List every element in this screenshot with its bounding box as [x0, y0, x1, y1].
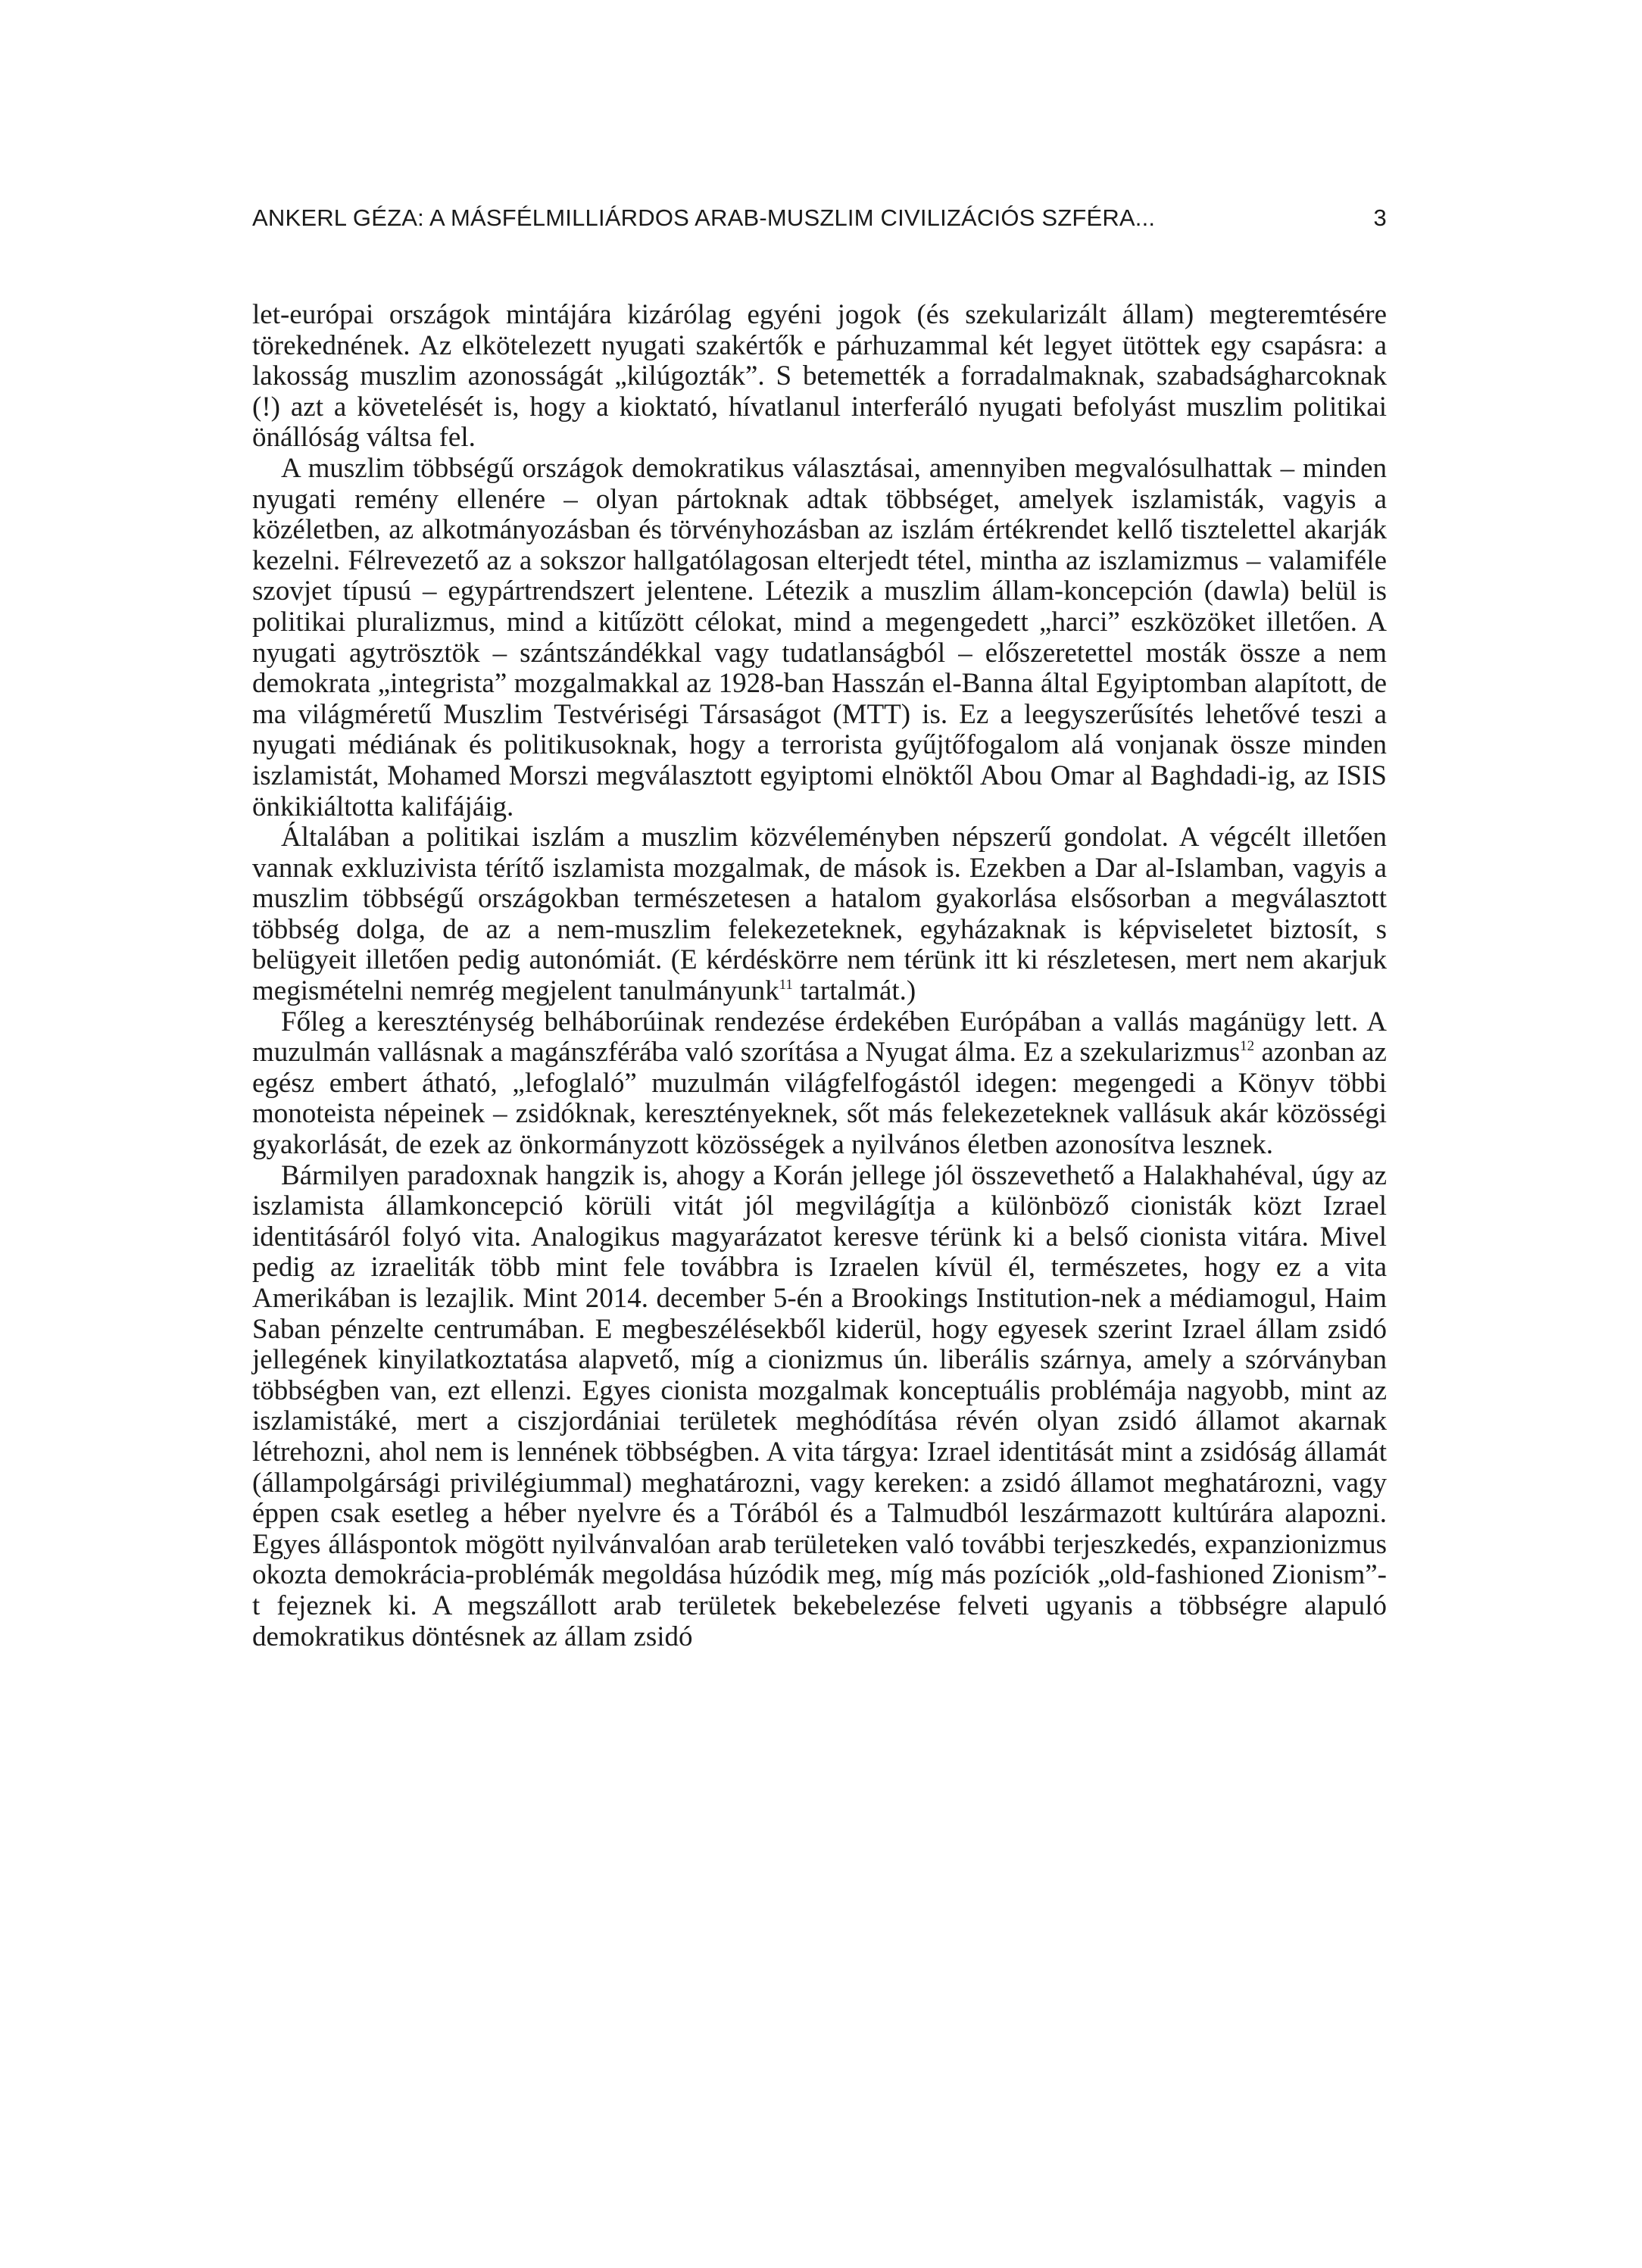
- paragraph-text: tartalmát.): [792, 975, 916, 1007]
- paragraph-continuation: let-európai országok mintájára kizárólag egyéni jogok (és szekularizált állam) megteremtésére törekednének. Az elkötelezett nyugati szakértők e párhuzammal két legyet ütöttek egy csapásra: a lakosság muszlim azonosságát „kilúgozták”. S betemették a forradalmaknak, szabadságharcoknak (!) azt a követelését is, hogy a kioktató, hívatlanul interferáló nyugati befolyást muszlim politikai önállóság váltsa fel.: [252, 299, 1387, 454]
- paragraph-text: azonban az egész embert átható, „lefoglaló” muzulmán világfelfogástól idegen: megengedi a Könyv többi monoteista népeinek – zsidóknak, keresztényeknek, sőt más felekezeteknek vallásuk akár közösségi gyakorlását, de ezek az önkormányzott közösségek a nyilvános életben azonosítva lesznek.: [252, 1037, 1387, 1161]
- paragraph-secularism: [252, 1007, 1387, 1161]
- body-text: [252, 300, 1387, 1652]
- paragraph-text: Főleg a kereszténység belháborúinak rendezése érdekében Európában a vallás magánügy lett. A muzulmán vallásnak a magánszférába való szorítása a Nyugat álma. Ez a szekularizmus: [252, 1006, 1387, 1068]
- running-title: ANKERL GÉZA: A MÁSFÉLMILLIÁRDOS ARAB-MUSZLIM CIVILIZÁCIÓS SZFÉRA...: [252, 204, 1156, 231]
- page-number: 3: [1373, 204, 1387, 231]
- paragraph-zionist-debate: Bármilyen paradoxnak hangzik is, ahogy a Korán jellege jól összevethető a Halakhahéval, úgy az iszlamista államkoncepció körüli vitát jól megvilágítja a különböző cionisták közt Izrael identitásáról folyó vita. Analogikus magyarázatot keresve térünk ki a belső cionista vitára. Mivel pedig az izraeliták több mint fele továbbra is Izraelen kívül él, természetes, hogy ez a vita Amerikában is lezajlik. Mint 2014. december 5-én a Brookings Institution-nek a médiamogul, Haim Saban pénzelte centrumában. E megbeszélésekből kiderül, hogy egyesek szerint Izrael állam zsidó jellegének kinyilatkoztatása alapvető, míg a cionizmus ún. liberális szárnya, amely a szórványban többségben van, ezt ellenzi. Egyes cionista mozgalmak konceptuális problémája nagyobb, mint az iszlamistáké, mert a ciszjordániai területek meghódítása révén olyan zsidó államot akarnak létrehozni, ahol nem is lennének többségben. A vita tárgya: Izrael identitását mint a zsidóság államát (állampolgársági privilégiummal) meghatározni, vagy kereken: a zsidó államot meghatározni, vagy éppen csak esetleg a héber nyelvre és a Tórából és a Talmudból leszármazott kultúrára alapozni. Egyes álláspontok mögött nyilvánvalóan arab területeken való további terjeszkedés, expanzionizmus okozta demokrácia-problémák megoldása húzódik meg, míg más pozíciók „old-fashioned Zionism”-t fejeznek ki. A megszállott arab területek bekebelezése felveti ugyanis a többségre alapuló demokratikus döntésnek az állam zsidó: [252, 1159, 1387, 1652]
- paragraph-elections: A muszlim többségű országok demokratikus választásai, amennyiben megvalósulhattak – minden nyugati remény ellenére – olyan pártoknak adtak többséget, amelyek iszlamisták, vagyis a közéletben, az alkotmányozásban és törvényhozásban az iszlám értékrendet kellő tisztelettel akarják kezelni. Félrevezető az a sokszor hallgatólagosan elterjedt tétel, mintha az iszlamizmus – valamiféle szovjet típusú – egypártrendszert jelentene. Létezik a muszlim állam-koncepción (dawla) belül is politikai pluralizmus, mind a kitűzött célokat, mind a megengedett „harci” eszközöket illetően. A nyugati agytrösztök – szántszándékkal vagy tudatlanságból – előszeretettel mosták össze a nem demokrata „integrista” mozgalmakkal az 1928-ban Hasszán el-Banna által Egyiptomban alapított, de ma világméretű Muszlim Testvériségi Társaságot (MTT) is. Ez a leegyszerűsítés lehetővé teszi a nyugati médiának és politikusoknak, hogy a terrorista gyűjtőfogalom alá vonjanak össze minden iszlamistát, Mohamed Morszi megválasztott egyiptomi elnöktől Abou Omar al Baghdadi-ig, az ISIS önkikiáltotta kalifájáig.: [252, 452, 1387, 822]
- footnote-ref-11[interactable]: 11: [779, 976, 793, 993]
- running-header: [252, 204, 1387, 232]
- paragraph-political-islam: [252, 822, 1387, 1007]
- footnote-ref-12[interactable]: 12: [1240, 1038, 1255, 1054]
- paragraph-text: Általában a politikai iszlám a muszlim közvéleményben népszerű gondolat. A végcélt illetően vannak exkluzivista térítő iszlamista mozgalmak, de mások is. Ezekben a Dar al-Islamban, vagyis a muszlim többségű országokban természetesen a hatalom gyakorlása elsősorban a megválasztott többség dolga, de az a nem-muszlim felekezeteknek, egyházaknak is képviseletet biztosít, s belügyeit illetően pedig autonómiát. (E kérdéskörre nem térünk itt ki részletesen, mert nem akarjuk megismételni nemrég megjelent tanulmányunk: [252, 822, 1387, 1007]
